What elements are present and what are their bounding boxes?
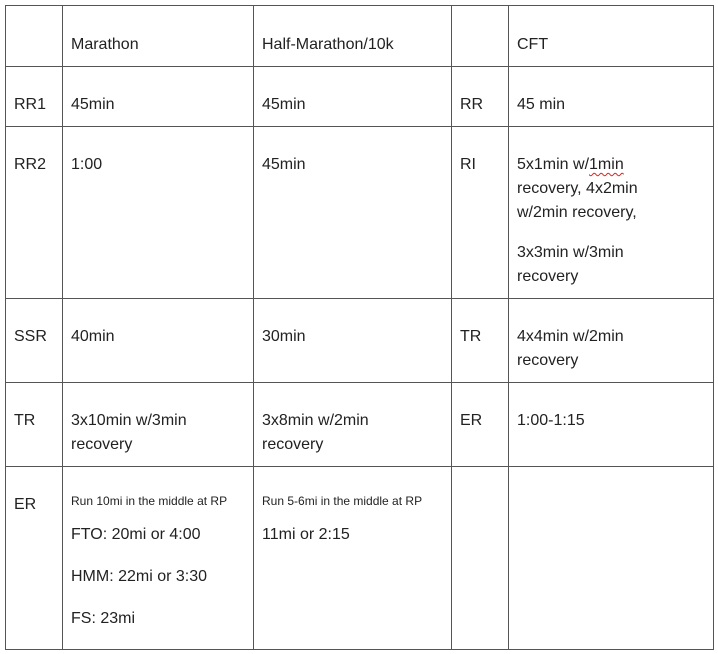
cft-line: w/2min recovery, [517, 204, 637, 221]
table-cell [254, 127, 452, 299]
half-note: Run 5-6mi in the middle at RP [262, 494, 423, 508]
half-item: 11mi or 2:15 [262, 526, 350, 543]
row-label-cell [6, 467, 63, 650]
table-cell [509, 67, 714, 127]
marathon-item: FS: 23mi [71, 610, 136, 627]
table-row [6, 467, 714, 650]
marathon-value: 45min [71, 96, 115, 113]
marathon-line: recovery [71, 436, 133, 453]
cft-label: RI [460, 156, 476, 173]
half-value: 30min [262, 328, 306, 345]
table-cell [509, 383, 714, 467]
table-row [6, 299, 714, 383]
table-row [6, 67, 714, 127]
table-row [6, 127, 714, 299]
row-label: ER [14, 496, 37, 513]
table-cell [509, 127, 714, 299]
marathon-line: 3x10min w/3min [71, 412, 187, 429]
table-cell-empty [509, 467, 714, 650]
half-value: 45min [262, 96, 306, 113]
header-half-marathon: Half-Marathon/10k [262, 36, 394, 53]
cft-line [517, 156, 624, 173]
table-cell-empty [452, 6, 509, 67]
cft-value: 1:00-1:15 [517, 412, 585, 429]
row-label: TR [14, 412, 36, 429]
cft-value [509, 299, 713, 373]
row-label-cell [6, 67, 63, 127]
half-value [254, 383, 451, 457]
cft-text: 5x1min w/ [517, 156, 590, 173]
marathon-value: 40min [71, 328, 115, 345]
table-header-cell [254, 6, 452, 67]
table-cell [254, 299, 452, 383]
marathon-item: FTO: 20mi or 4:00 [71, 526, 201, 543]
row-label: SSR [14, 328, 47, 345]
half-line: recovery [262, 436, 324, 453]
cft-label-cell [452, 299, 509, 383]
table-header-cell [509, 6, 714, 67]
marathon-value [63, 467, 253, 631]
marathon-value: 1:00 [71, 156, 103, 173]
table-row [6, 383, 714, 467]
marathon-item: HMM: 22mi or 3:30 [71, 568, 208, 585]
table-cell-empty [452, 467, 509, 650]
cft-label-cell [452, 383, 509, 467]
cft-value: 45 min [517, 96, 566, 113]
table-cell-empty [6, 6, 63, 67]
cft-line: 3x3min w/3min [517, 244, 624, 261]
marathon-value [63, 383, 253, 457]
row-label-cell [6, 127, 63, 299]
half-value [254, 467, 451, 547]
table-cell [63, 299, 254, 383]
cft-label: ER [460, 412, 483, 429]
table-cell [63, 383, 254, 467]
row-label-cell [6, 383, 63, 467]
cft-line: recovery, 4x2min [517, 180, 638, 197]
cft-label-cell [452, 67, 509, 127]
table-cell [63, 467, 254, 650]
row-label: RR2 [14, 156, 47, 173]
table-cell [509, 299, 714, 383]
cft-line: 4x4min w/2min [517, 328, 624, 345]
header-marathon: Marathon [71, 36, 139, 53]
table-cell [254, 67, 452, 127]
half-value: 45min [262, 156, 306, 173]
cft-line: recovery [517, 352, 579, 369]
cft-label: TR [460, 328, 482, 345]
training-plan-table [5, 5, 714, 650]
table-header-cell [63, 6, 254, 67]
table-cell [63, 67, 254, 127]
table-header-row [6, 6, 714, 67]
paragraph-gap [517, 225, 705, 241]
table-cell [63, 127, 254, 299]
cft-label-cell [452, 127, 509, 299]
cft-label: RR [460, 96, 484, 113]
cft-line: recovery [517, 268, 579, 285]
row-label-cell [6, 299, 63, 383]
row-label: RR1 [14, 96, 47, 113]
header-cft: CFT [517, 36, 549, 53]
spellcheck-flagged-word: 1min [589, 156, 624, 173]
cft-value [509, 127, 713, 289]
table-cell [254, 467, 452, 650]
marathon-note: Run 10mi in the middle at RP [71, 494, 228, 508]
table-cell [254, 383, 452, 467]
half-line: 3x8min w/2min [262, 412, 369, 429]
